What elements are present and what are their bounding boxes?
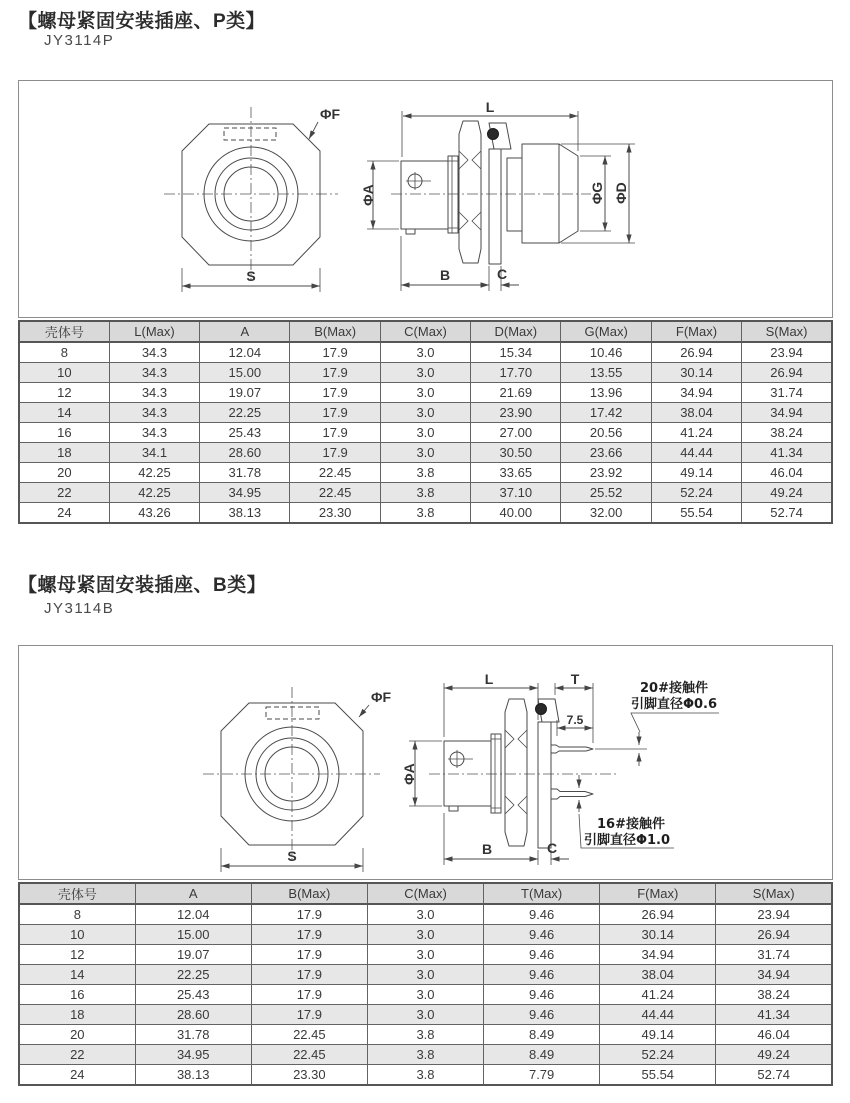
side-view <box>360 99 635 291</box>
screw-head <box>488 129 499 140</box>
table-row <box>19 403 832 423</box>
column-header: A <box>200 321 290 342</box>
connector-body <box>444 741 491 806</box>
table-cell: 10.46 <box>561 342 651 363</box>
mounting-nut <box>505 699 527 846</box>
column-header: S(Max) <box>716 883 832 904</box>
table-row <box>19 443 832 463</box>
table-cell: 18 <box>19 443 109 463</box>
column-header: S(Max) <box>742 321 832 342</box>
table-cell: 16 <box>19 423 109 443</box>
table-cell: 17.9 <box>290 443 380 463</box>
table-cell: 3.0 <box>367 1005 483 1025</box>
flange-plate <box>489 149 501 264</box>
keyway-slot <box>224 128 276 140</box>
drawing-b-svg <box>19 646 832 879</box>
table-cell: 3.0 <box>380 383 470 403</box>
table-cell: 9.46 <box>484 985 600 1005</box>
table-cell: 34.3 <box>109 383 199 403</box>
dim-label-7-5: 7.5 <box>566 713 584 727</box>
table-cell: 13.96 <box>561 383 651 403</box>
table-cell: 31.78 <box>200 463 290 483</box>
table-cell: 38.13 <box>200 503 290 524</box>
table-cell: 8.49 <box>484 1025 600 1045</box>
table-cell: 3.0 <box>380 423 470 443</box>
dim-label-c: C <box>496 266 508 282</box>
table-cell: 41.24 <box>651 423 741 443</box>
dim-label-phi-g: ΦG <box>589 181 605 205</box>
column-header: G(Max) <box>561 321 651 342</box>
table-cell: 31.74 <box>716 945 832 965</box>
table-cell: 26.94 <box>600 904 716 925</box>
drawing-p-svg <box>19 81 832 317</box>
dimension-table-b <box>18 882 833 1086</box>
table-cell: 15.00 <box>135 925 251 945</box>
table-cell: 17.9 <box>290 363 380 383</box>
dimension-table-p <box>18 320 833 524</box>
dim-label-t: T <box>570 671 580 687</box>
table-cell: 41.24 <box>600 985 716 1005</box>
table-row <box>19 1045 832 1065</box>
dim-label-phi-a: ΦA <box>360 184 376 206</box>
table-cell: 38.13 <box>135 1065 251 1086</box>
column-header: B(Max) <box>290 321 380 342</box>
table-cell: 10 <box>19 363 109 383</box>
column-header: A <box>135 883 251 904</box>
table-row <box>19 904 832 925</box>
table-cell: 30.14 <box>600 925 716 945</box>
table-row <box>19 423 832 443</box>
table-cell: 38.04 <box>600 965 716 985</box>
table-cell: 15.34 <box>471 342 561 363</box>
table-cell: 49.24 <box>742 483 832 503</box>
note-contact-20-line1: 20#接触件 <box>640 681 708 696</box>
table-cell: 7.79 <box>484 1065 600 1086</box>
rear-cone <box>559 144 578 243</box>
table-cell: 55.54 <box>651 503 741 524</box>
table-row <box>19 383 832 403</box>
table-cell: 3.0 <box>367 904 483 925</box>
table-cell: 52.24 <box>651 483 741 503</box>
front-view <box>164 106 340 292</box>
table-cell: 23.30 <box>290 503 380 524</box>
table-cell: 41.34 <box>742 443 832 463</box>
dim-label-c: C <box>546 840 558 856</box>
table-cell: 49.14 <box>600 1025 716 1045</box>
table-cell: 25.43 <box>200 423 290 443</box>
table-cell: 17.42 <box>561 403 651 423</box>
table-cell: 23.94 <box>716 904 832 925</box>
contact-pin-20 <box>551 745 593 753</box>
table-cell: 26.94 <box>716 925 832 945</box>
table-cell: 14 <box>19 965 135 985</box>
note-contact-16-line1: 16#接触件 <box>597 817 665 832</box>
table-cell: 23.66 <box>561 443 651 463</box>
table-cell: 23.92 <box>561 463 651 483</box>
washer <box>448 156 458 233</box>
table-cell: 23.30 <box>251 1065 367 1086</box>
table-cell: 34.3 <box>109 403 199 423</box>
table-cell: 34.94 <box>651 383 741 403</box>
table-cell: 17.9 <box>251 965 367 985</box>
dim-label-phi-d: ΦD <box>613 182 629 204</box>
table-cell: 27.00 <box>471 423 561 443</box>
table-cell: 3.0 <box>367 965 483 985</box>
table-cell: 12 <box>19 945 135 965</box>
technical-drawing-b <box>18 645 833 880</box>
table-cell: 34.3 <box>109 342 199 363</box>
dim-label-phi-f: ΦF <box>320 106 341 122</box>
table-cell: 25.43 <box>135 985 251 1005</box>
screw-head <box>536 704 547 715</box>
table-cell: 31.78 <box>135 1025 251 1045</box>
table-cell: 12.04 <box>200 342 290 363</box>
table-cell: 52.74 <box>742 503 832 524</box>
table-cell: 9.46 <box>484 945 600 965</box>
table-cell: 13.55 <box>561 363 651 383</box>
table-cell: 46.04 <box>716 1025 832 1045</box>
model-number-b: JY3114B <box>44 600 115 617</box>
table-cell: 3.8 <box>380 503 470 524</box>
table-cell: 55.54 <box>600 1065 716 1086</box>
table-cell: 34.3 <box>109 423 199 443</box>
table-cell: 9.46 <box>484 904 600 925</box>
table-cell: 31.74 <box>742 383 832 403</box>
column-header: B(Max) <box>251 883 367 904</box>
table-cell: 22.45 <box>251 1025 367 1045</box>
table-row <box>19 1005 832 1025</box>
table-cell: 41.34 <box>716 1005 832 1025</box>
table-cell: 14 <box>19 403 109 423</box>
table-cell: 22.45 <box>290 463 380 483</box>
table-cell: 17.9 <box>290 342 380 363</box>
table-cell: 3.8 <box>380 483 470 503</box>
table-cell: 17.9 <box>251 1005 367 1025</box>
table-cell: 18 <box>19 1005 135 1025</box>
table-cell: 34.95 <box>135 1045 251 1065</box>
table-cell: 37.10 <box>471 483 561 503</box>
table-row <box>19 945 832 965</box>
side-view <box>401 671 719 865</box>
table-cell: 24 <box>19 1065 135 1086</box>
table-cell: 25.52 <box>561 483 651 503</box>
header-row <box>19 321 832 342</box>
table-cell: 17.9 <box>251 985 367 1005</box>
table-cell: 22 <box>19 483 109 503</box>
table-row <box>19 342 832 363</box>
table-cell: 3.0 <box>380 363 470 383</box>
table-cell: 22.45 <box>290 483 380 503</box>
table-cell: 44.44 <box>600 1005 716 1025</box>
table-cell: 42.25 <box>109 483 199 503</box>
table-cell: 34.1 <box>109 443 199 463</box>
table-cell: 9.46 <box>484 1005 600 1025</box>
table-row <box>19 985 832 1005</box>
column-header: 壳体号 <box>19 883 135 904</box>
header-row <box>19 883 832 904</box>
table-cell: 30.14 <box>651 363 741 383</box>
section-title-p: 【螺母紧固安装插座、P类】 <box>18 11 266 32</box>
table-cell: 34.94 <box>716 965 832 985</box>
table-cell: 26.94 <box>742 363 832 383</box>
table-cell: 34.94 <box>600 945 716 965</box>
table-cell: 3.0 <box>380 342 470 363</box>
table-cell: 17.9 <box>251 945 367 965</box>
table-cell: 3.8 <box>367 1025 483 1045</box>
dim-label-s: S <box>246 268 256 284</box>
table-cell: 20 <box>19 463 109 483</box>
table-cell: 8.49 <box>484 1045 600 1065</box>
table-cell: 22 <box>19 1045 135 1065</box>
technical-drawing-p <box>18 80 833 318</box>
table-cell: 34.94 <box>742 403 832 423</box>
dim-label-l: L <box>485 99 495 115</box>
table-cell: 22.25 <box>200 403 290 423</box>
dim-label-b: B <box>481 841 493 857</box>
contact-pin-16 <box>551 789 593 799</box>
table-cell: 8 <box>19 904 135 925</box>
front-view <box>203 687 391 872</box>
dim-label-b: B <box>439 267 451 283</box>
table-cell: 3.0 <box>380 403 470 423</box>
column-header: F(Max) <box>600 883 716 904</box>
table-cell: 3.0 <box>367 985 483 1005</box>
table-cell: 26.94 <box>651 342 741 363</box>
connector-body <box>401 161 448 229</box>
table-cell: 34.95 <box>200 483 290 503</box>
table-cell: 19.07 <box>200 383 290 403</box>
table-cell: 23.90 <box>471 403 561 423</box>
table-cell: 38.04 <box>651 403 741 423</box>
dim-label-l: L <box>484 671 494 687</box>
table-cell: 49.24 <box>716 1045 832 1065</box>
column-header: C(Max) <box>367 883 483 904</box>
table-row <box>19 503 832 524</box>
column-header: L(Max) <box>109 321 199 342</box>
table-cell: 17.9 <box>290 423 380 443</box>
table-cell: 9.46 <box>484 965 600 985</box>
table-cell: 28.60 <box>200 443 290 463</box>
section-title-b: 【螺母紧固安装插座、B类】 <box>18 575 267 596</box>
table-cell: 32.00 <box>561 503 651 524</box>
table-cell: 22.25 <box>135 965 251 985</box>
table-cell: 52.74 <box>716 1065 832 1086</box>
table-cell: 3.0 <box>367 925 483 945</box>
table-cell: 12 <box>19 383 109 403</box>
table-cell: 38.24 <box>716 985 832 1005</box>
table-cell: 8 <box>19 342 109 363</box>
table-row <box>19 483 832 503</box>
table-cell: 40.00 <box>471 503 561 524</box>
table-cell: 38.24 <box>742 423 832 443</box>
table-cell: 49.14 <box>651 463 741 483</box>
table-cell: 24 <box>19 503 109 524</box>
column-header: D(Max) <box>471 321 561 342</box>
mounting-nut <box>459 121 481 263</box>
table-row <box>19 1065 832 1086</box>
column-header: F(Max) <box>651 321 741 342</box>
washer <box>491 734 501 813</box>
table-cell: 15.00 <box>200 363 290 383</box>
table-cell: 23.94 <box>742 342 832 363</box>
table-cell: 9.46 <box>484 925 600 945</box>
table-cell: 16 <box>19 985 135 1005</box>
table-cell: 21.69 <box>471 383 561 403</box>
keyway-slot <box>266 707 319 719</box>
table-cell: 10 <box>19 925 135 945</box>
table-cell: 20 <box>19 1025 135 1045</box>
column-header: C(Max) <box>380 321 470 342</box>
table-cell: 17.70 <box>471 363 561 383</box>
table-cell: 3.8 <box>380 463 470 483</box>
model-number-p: JY3114P <box>44 32 115 49</box>
table-cell: 19.07 <box>135 945 251 965</box>
column-header: T(Max) <box>484 883 600 904</box>
table-cell: 17.9 <box>251 904 367 925</box>
table-cell: 17.9 <box>251 925 367 945</box>
table-row <box>19 1025 832 1045</box>
table-row <box>19 965 832 985</box>
table-cell: 44.44 <box>651 443 741 463</box>
table-cell: 46.04 <box>742 463 832 483</box>
dim-label-phi-a: ΦA <box>401 763 417 785</box>
table-cell: 3.8 <box>367 1045 483 1065</box>
table-cell: 34.3 <box>109 363 199 383</box>
table-cell: 3.0 <box>367 945 483 965</box>
table-cell: 22.45 <box>251 1045 367 1065</box>
table-cell: 52.24 <box>600 1045 716 1065</box>
table-cell: 17.9 <box>290 403 380 423</box>
note-contact-20-line2: 引脚直径Φ0.6 <box>630 697 718 712</box>
dim-label-s: S <box>287 848 297 864</box>
table-row <box>19 463 832 483</box>
table-cell: 43.26 <box>109 503 199 524</box>
table-cell: 33.65 <box>471 463 561 483</box>
table-cell: 42.25 <box>109 463 199 483</box>
dim-label-phi-f: ΦF <box>371 689 392 705</box>
flange-plate <box>538 722 551 848</box>
table-row <box>19 925 832 945</box>
table-cell: 28.60 <box>135 1005 251 1025</box>
table-cell: 3.0 <box>380 443 470 463</box>
column-header: 壳体号 <box>19 321 109 342</box>
table-cell: 30.50 <box>471 443 561 463</box>
table-cell: 20.56 <box>561 423 651 443</box>
rear-shell <box>522 144 559 243</box>
note-contact-16-line2: 引脚直径Φ1.0 <box>583 833 671 848</box>
table-row <box>19 363 832 383</box>
table-cell: 17.9 <box>290 383 380 403</box>
table-cell: 3.8 <box>367 1065 483 1086</box>
table-cell: 12.04 <box>135 904 251 925</box>
